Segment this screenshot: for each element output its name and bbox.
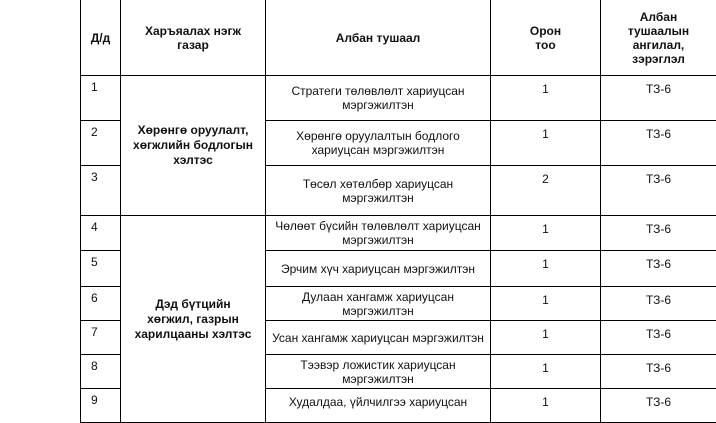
row-count: 1 — [491, 216, 601, 251]
header-position: Албан тушаал — [266, 0, 491, 76]
row-position: Тээвэр ложистик хариуцсан мэргэжилтэн — [266, 355, 491, 389]
row-num: 1 — [81, 76, 121, 121]
row-position: Эрчим хүч хариуцсан мэргэжилтэн — [266, 251, 491, 287]
row-grade: ТЗ-6 — [601, 287, 716, 321]
row-count: 1 — [491, 355, 601, 389]
row-grade: ТЗ-6 — [601, 389, 716, 423]
row-num: 3 — [81, 166, 121, 216]
row-position: Усан хангамж хариуцсан мэргэжилтэн — [266, 321, 491, 355]
row-num: 8 — [81, 355, 121, 389]
row-grade: ТЗ-6 — [601, 355, 716, 389]
row-grade: ТЗ-6 — [601, 166, 716, 216]
header-row — [81, 0, 716, 76]
row-grade: ТЗ-6 — [601, 321, 716, 355]
row-num: 2 — [81, 121, 121, 166]
row-position: Стратеги төлөвлөлт хариуцсан мэргэжилтэн — [266, 76, 491, 121]
header-count: Орон тоо — [491, 0, 601, 76]
row-count: 1 — [491, 389, 601, 423]
row-position: Дулаан хангамж хариуцсан мэргэжилтэн — [266, 287, 491, 321]
row-num: 7 — [81, 321, 121, 355]
row-num: 6 — [81, 287, 121, 321]
row-count: 1 — [491, 251, 601, 287]
table-row — [81, 76, 716, 121]
row-grade: ТЗ-6 — [601, 216, 716, 251]
row-count: 1 — [491, 321, 601, 355]
header-num: Д/д — [81, 0, 121, 76]
row-position: Чөлөөт бүсийн төлөвлөлт хариуцсан мэргэжилтэн — [266, 216, 491, 251]
dept-cell: Хөрөнгө оруулалт, хөгжлийн бодлогын хэлтэс — [121, 76, 266, 216]
row-grade: ТЗ-6 — [601, 251, 716, 287]
row-position: Худалдаа, үйлчилгээ хариуцсан — [266, 389, 491, 423]
row-count: 2 — [491, 166, 601, 216]
row-num: 4 — [81, 216, 121, 251]
row-position: Төсөл хөтөлбөр хариуцсан мэргэжилтэн — [266, 166, 491, 216]
positions-table — [80, 0, 716, 423]
row-count: 1 — [491, 76, 601, 121]
row-grade: ТЗ-6 — [601, 76, 716, 121]
row-count: 1 — [491, 121, 601, 166]
table-row — [81, 216, 716, 251]
row-grade: ТЗ-6 — [601, 121, 716, 166]
row-count: 1 — [491, 287, 601, 321]
header-grade: Албан тушаалын ангилал, зэрэглэл — [601, 0, 716, 76]
row-position: Хөрөнгө оруулалтын бодлого хариуцсан мэргэжилтэн — [266, 121, 491, 166]
dept-cell: Дэд бүтцийн хөгжил, газрын харилцааны хэлтэс — [121, 216, 266, 423]
row-num: 9 — [81, 389, 121, 423]
header-dept: Харъяалах нэгж газар — [121, 0, 266, 76]
row-num: 5 — [81, 251, 121, 287]
